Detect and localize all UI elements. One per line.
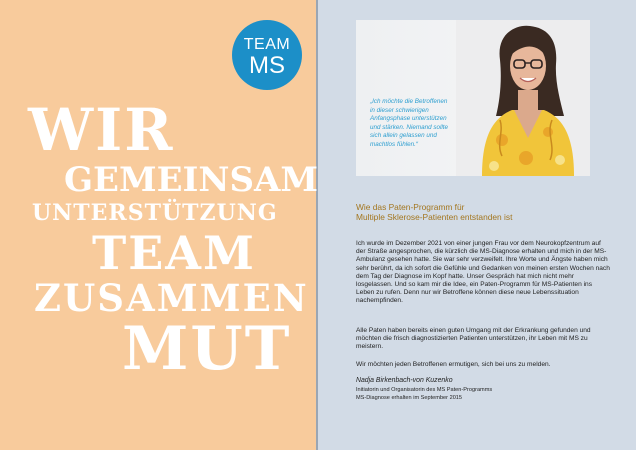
slogan-word-team: TEAM (92, 226, 256, 280)
article-paragraph-3: Wir möchten jeden Betroffenen ermutigen, sich bei uns zu melden. (356, 361, 551, 368)
slogan-word-wir: WIR (28, 96, 175, 164)
logo-team-text: TEAM (243, 36, 291, 53)
author-role: Initiatorin und Organisatorin des MS Paten-Programms (356, 387, 493, 393)
article-paragraph-2: Alle Paten haben bereits einen guten Umgang mit der Erkrankung gefunden und möchten die frisch diagnostizierten Patienten unterstützen, ihr Leben mit MS zu meistern. (356, 327, 591, 351)
portrait-photo (356, 20, 590, 176)
logo-ms-text: MS (249, 52, 285, 79)
subtitle-line-1: Wie das Paten-Programm für (356, 202, 465, 212)
article-paragraph-1: Ich wurde im Dezember 2021 von einer jungen Frau vor dem Neurokopfzentrum auf der Straße angesprochen, die kürzlich die MS-Diagnose erhalten und mich in der MS-Ambulanz gesehen hatte. Sie war sehr verzweifelt. Ihre Worte und Ängste haben mich sehr berührt, da ich sofort die Gefühle und Gedanken von meinen ersten Wochen nach dem Tag der Diagnose im Kopf hatte. Unser Gespräch hat mich nicht mehr losgelassen. Und so kam mir die Idee, ein Paten-Programm für MS-Patienten ins Leben zu rufen. Denn nur wir Betroffene können diese neue Lebenssituation nachempfinden. (356, 240, 610, 305)
photo-quote: „Ich möchte die Betroffenen in dieser schwierigen Anfangsphase unterstützen und stärken. Niemand sollte sich allein gelassen und machtlos fühlen.“ (370, 98, 449, 148)
slogan-word-zusammen: ZUSAMMEN (34, 276, 309, 320)
woman-portrait-illustration (456, 20, 590, 176)
slogan-word-unterstuetzung: UNTERSTÜTZUNG (32, 200, 278, 226)
slogan-word-gemeinsam: GEMEINSAM (64, 160, 319, 200)
subtitle-line-2: Multiple Sklerose-Patienten entstanden ist (356, 212, 513, 222)
article-subtitle (356, 202, 606, 222)
slogan-word-mut: MUT (122, 314, 292, 384)
team-ms-logo (232, 20, 302, 90)
author-signature: Nadja Birkenbach-von Kuzenko (356, 377, 453, 384)
author-diagnosis-date: MS-Diagnose erhalten im September 2015 (356, 395, 463, 401)
